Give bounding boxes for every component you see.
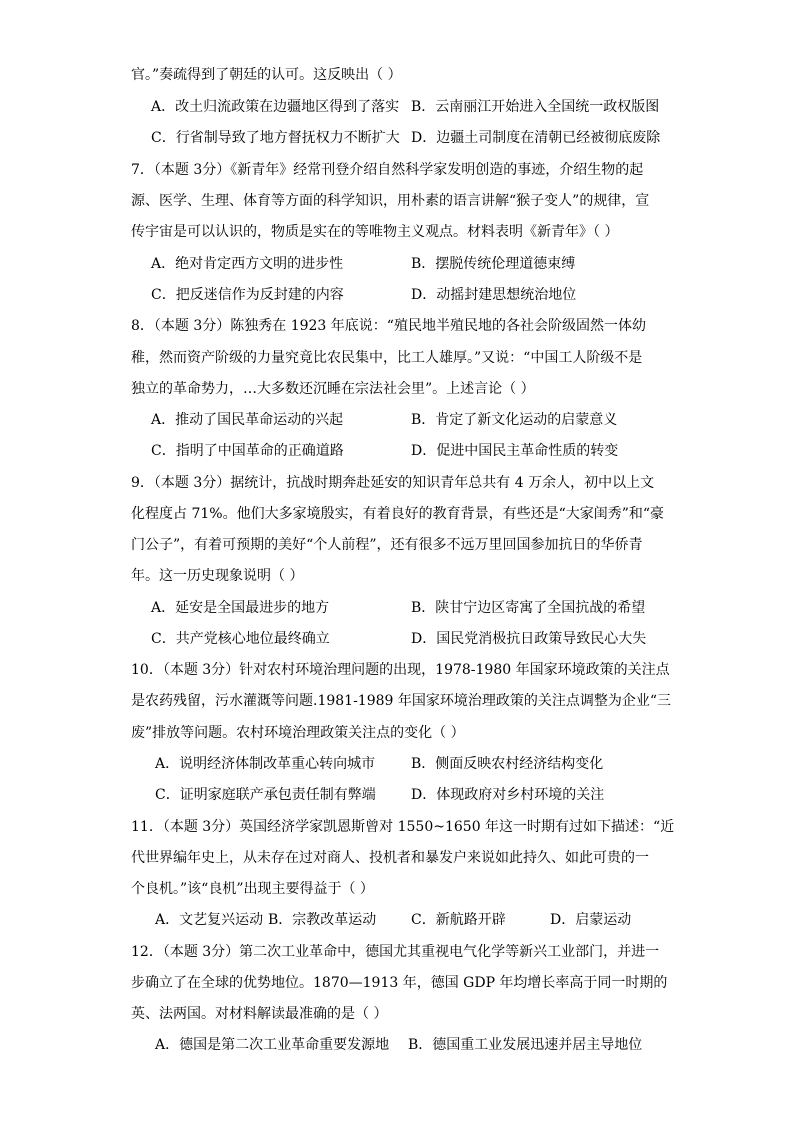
- question-text-line: 废”排放等问题。农村环境治理政策关注点的变化（ ）: [131, 725, 465, 741]
- option-b[interactable]: B．侧面反映农村经济结构变化: [411, 756, 604, 772]
- question-text-line: 稚，然而资产阶级的力量究竟比农民集中，比工人雄厚。”又说：“中国工人阶级不是: [131, 350, 643, 366]
- question-text-line: 英、法两国。对材料解读最准确的是（ ）: [131, 1006, 388, 1022]
- option-d[interactable]: D．促进中国民主革命性质的转变: [411, 443, 619, 459]
- question-text-line: 年。这一历史现象说明（ ）: [131, 568, 304, 584]
- option-b[interactable]: B．肯定了新文化运动的启蒙意义: [411, 412, 618, 428]
- question-text-line: 源、医学、生理、体育等方面的科学知识，用朴素的语言讲解“猴子变人”的规律，宣: [131, 193, 650, 209]
- question-text-line: 门公子”，有着可预期的美好“个人前程”，还有很多不远万里回国参加抗日的华侨青: [131, 537, 643, 553]
- option-b[interactable]: B．云南丽江开始进入全国统一政权版图: [411, 99, 660, 115]
- option-d[interactable]: D．启蒙运动: [550, 912, 632, 928]
- option-c[interactable]: C．把反迷信作为反封建的内容: [151, 287, 344, 303]
- option-a[interactable]: A．改土归流政策在边疆地区得到了落实: [151, 99, 400, 115]
- option-a[interactable]: A．说明经济体制改革重心转向城市: [155, 756, 376, 772]
- option-c[interactable]: C．新航路开辟: [411, 912, 506, 928]
- question-text-line: 个良机。”该“良机”出现主要得益于（ ）: [131, 881, 374, 897]
- option-d[interactable]: D．体现政府对乡村环境的关注: [411, 787, 605, 803]
- option-c[interactable]: C．共产党核心地位最终确立: [151, 631, 330, 647]
- option-c[interactable]: C．证明家庭联产承包责任制有弊端: [155, 787, 376, 803]
- question-7-stem: 7．（本题 3分）《新青年》经常刊登介绍自然科学家发明创造的事迹，介绍生物的起: [131, 162, 644, 178]
- option-b[interactable]: B．陕甘宁边区寄寓了全国抗战的希望: [411, 600, 646, 616]
- question-text-line: 官。”奏疏得到了朝廷的认可。这反映出（ ）: [131, 67, 402, 83]
- question-11-stem: 11．（本题 3分）英国经济学家凯恩斯曾对 1550~1650 年这一时期有过如下描述：“近: [131, 819, 675, 835]
- option-a[interactable]: A．延安是全国最进步的地方: [151, 600, 330, 616]
- question-text-line: 化程度占 71%。他们大多家境殷实，有着良好的教育背景，有些还是“大家闺秀”和“豪: [131, 506, 665, 522]
- question-8-stem: 8．（本题 3分）陈独秀在 1923 年底说：“殖民地半殖民地的各社会阶级固然一体幼: [131, 318, 646, 334]
- option-a[interactable]: A．文艺复兴运动: [155, 912, 264, 928]
- question-text-line: 代世界编年史上，从未存在过对商人、投机者和暴发户来说如此持久、如此可贵的一: [131, 850, 649, 866]
- question-text-line: 是农药残留，污水灌溉等问题.1981-1989 年国家环境治理政策的关注点调整为企业“三: [131, 693, 672, 709]
- question-10-stem: 10．（本题 3分）针对农村环境治理问题的出现，1978-1980 年国家环境政策的关注点: [131, 662, 670, 678]
- option-d[interactable]: D．边疆土司制度在清朝已经被彻底废除: [411, 130, 661, 146]
- option-b[interactable]: B．德国重工业发展迅速并居主导地位: [408, 1037, 643, 1053]
- option-b[interactable]: B．摆脱传统伦理道德束缚: [411, 256, 576, 272]
- option-a[interactable]: A．推动了国民革命运动的兴起: [151, 412, 344, 428]
- option-a[interactable]: A．绝对肯定西方文明的进步性: [151, 256, 344, 272]
- option-c[interactable]: C．行省制导致了地方督抚权力不断扩大: [151, 130, 400, 146]
- question-12-stem: 12．（本题 3分）第二次工业革命中，德国尤其重视电气化学等新兴工业部门，并进一: [131, 944, 660, 960]
- option-d[interactable]: D．国民党消极抗日政策导致民心大失: [411, 631, 647, 647]
- question-text-line: 独立的革命势力，…大多数还沉睡在宗法社会里”。上述言论（ ）: [131, 381, 535, 397]
- option-d[interactable]: D．动摇封建思想统治地位: [411, 287, 577, 303]
- option-c[interactable]: C．指明了中国革命的正确道路: [151, 443, 344, 459]
- option-b[interactable]: B．宗教改革运动: [268, 912, 377, 928]
- question-text-line: 传宇宙是可以认识的，物质是实在的等唯物主义观点。材料表明《新青年》（ ）: [131, 224, 619, 240]
- question-9-stem: 9．（本题 3分）据统计，抗战时期奔赴延安的知识青年总共有 4 万余人，初中以上文: [131, 475, 655, 491]
- option-a[interactable]: A．德国是第二次工业革命重要发源地: [155, 1037, 390, 1053]
- question-text-line: 步确立了在全球的优势地位。1870—1913 年，德国 GDP 年均增长率高于同一时期的: [131, 975, 668, 991]
